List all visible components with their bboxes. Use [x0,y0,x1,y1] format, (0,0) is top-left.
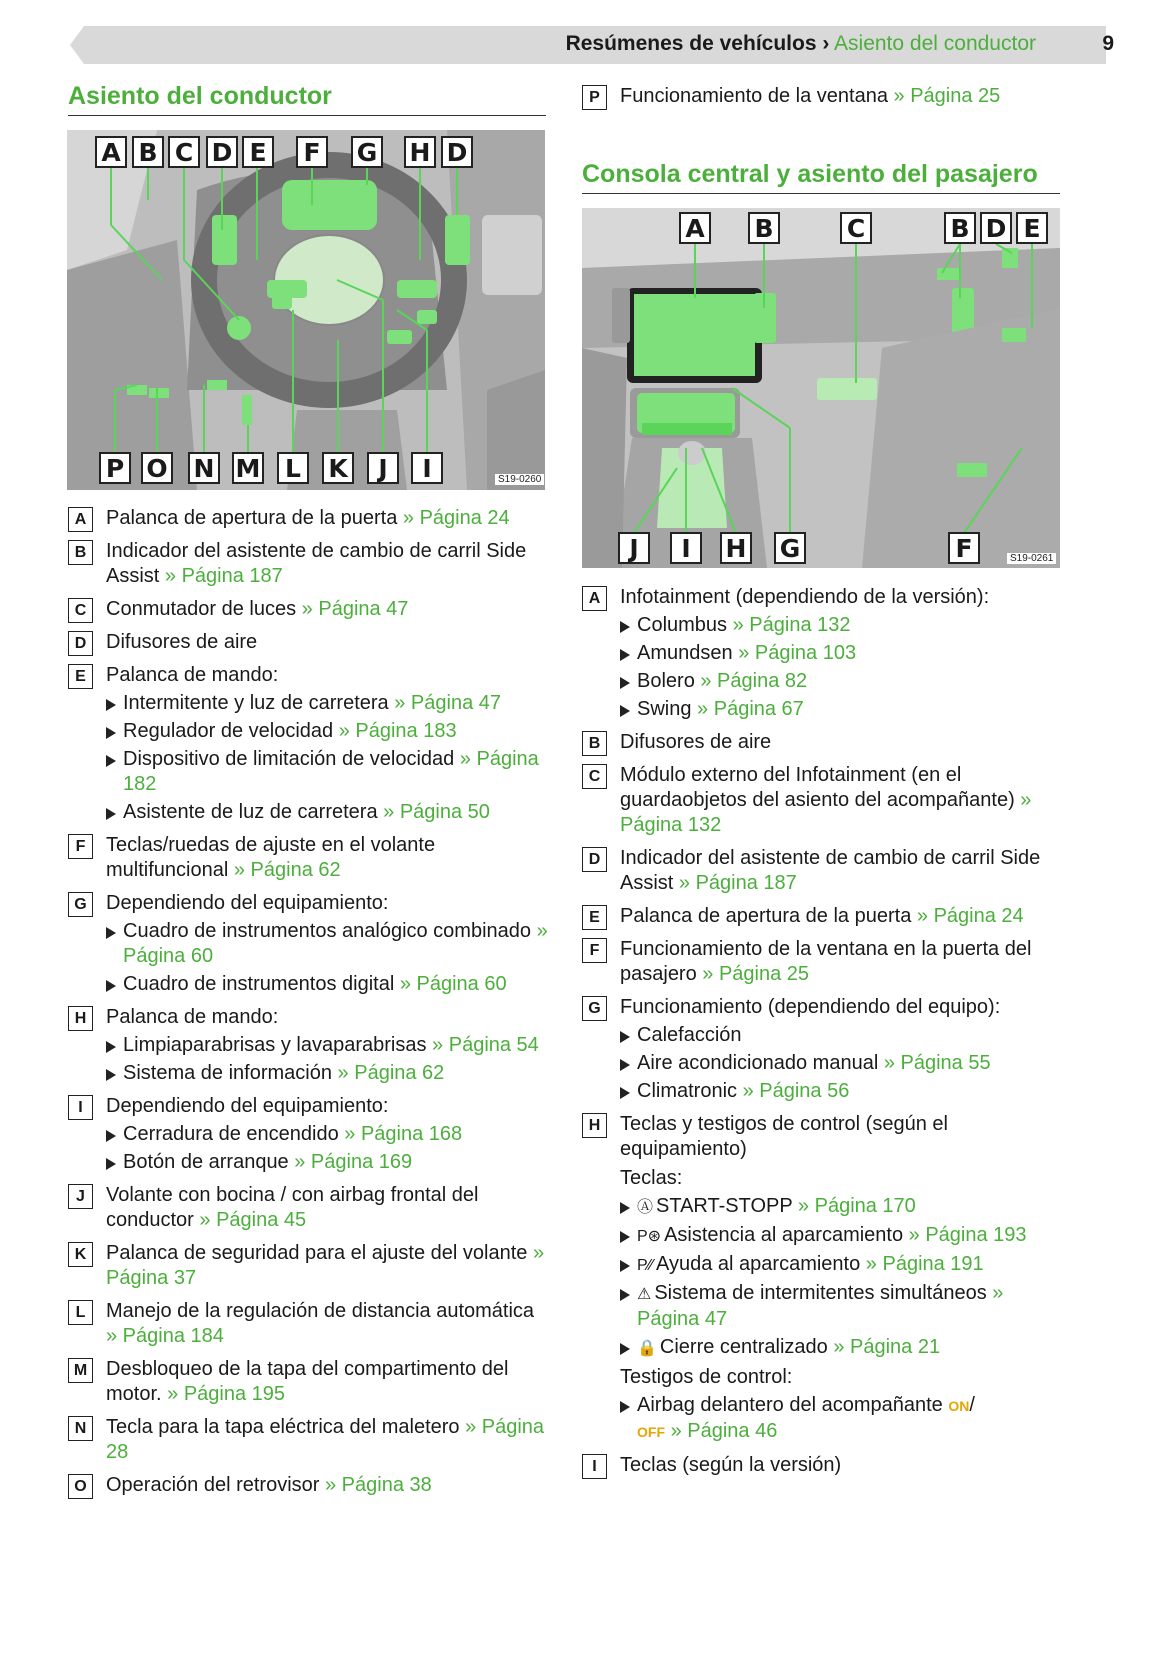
control-symbol-icon: ⚠ [637,1286,652,1303]
callout-h: H [720,532,752,564]
legend-item [582,585,1062,722]
legend-item-line [620,763,1062,838]
legend-item-line [106,1357,548,1407]
item-text: Airbag delantero del acompañante [637,1394,943,1416]
item-text: Bolero [637,670,695,692]
slash: / [969,1394,975,1416]
legend-item-line [106,1299,548,1349]
legend-item-line [106,833,548,883]
legend-subitem [620,669,1062,694]
page-reference-link[interactable]: » Página 187 [678,872,797,894]
item-text: Cuadro de instrumentos analógico combinado [123,920,532,942]
console-legend-list [582,585,1062,1486]
item-text: Swing [637,698,692,720]
legend-subitem [620,1051,1062,1076]
legend-subitem [620,1281,1062,1332]
legend-item [68,1357,548,1407]
legend-key-badge: G [582,996,607,1021]
legend-item-line [106,1005,548,1030]
legend-key-badge: C [582,764,607,789]
legend-continued [582,84,1062,117]
legend-subitem [620,697,1062,722]
control-symbol-icon: P⁄⁄ [637,1257,654,1274]
legend-key-badge: A [582,586,607,611]
legend-key-badge: E [68,664,93,689]
callout-k: K [322,452,354,484]
callout-b2: B [944,212,976,244]
page-reference-link[interactable]: » Página 46 [670,1420,778,1442]
page-reference-link[interactable]: » Página 132 [732,614,851,636]
legend-key-badge: D [68,631,93,656]
item-text: Intermitente y luz de carretera [123,692,389,714]
item-text: Sistema de intermitentes simultáneos [654,1282,987,1304]
page-reference-link[interactable]: » Página 62 [233,859,341,881]
legend-subitem [620,1023,1062,1048]
callout-d2: D [441,136,473,168]
legend-key-badge: M [68,1358,93,1383]
page-reference-link[interactable]: » Página 182 [123,748,539,795]
item-text: Ayuda al aparcamiento [656,1253,861,1275]
driver-cockpit-illustration [67,130,545,490]
page-number: 9 [1102,32,1114,55]
page-reference-link[interactable]: » Página 56 [742,1080,850,1102]
item-text: Infotainment (dependiendo de la versión): [620,586,990,608]
legend-item-line [106,506,548,531]
legend-subitem [620,613,1062,638]
callout-j: J [367,452,399,484]
legend-key-badge: F [68,834,93,859]
figure-center-console [582,208,1060,568]
legend-item [582,937,1062,987]
legend-item [582,995,1062,1104]
callout-o: O [141,452,173,484]
control-symbol-icon: Ⓐ [637,1199,654,1216]
legend-item [68,1299,548,1349]
legend-item [68,630,548,655]
item-text: Difusores de aire [106,631,258,653]
callout-d: D [980,212,1012,244]
section-title-driver: Asiento del conductor [68,82,546,116]
page-reference-link[interactable]: » Página 24 [402,507,510,529]
legend-subitem [106,1150,548,1175]
item-text: Botón de arranque [123,1151,289,1173]
legend-key-badge: I [68,1095,93,1120]
item-text: Difusores de aire [620,731,772,753]
callout-b: B [748,212,780,244]
page-reference-link[interactable]: » Página 62 [337,1062,445,1084]
callout-i: I [670,532,702,564]
legend-key-badge: I [582,1454,607,1479]
legend-key-badge: B [68,540,93,565]
legend-item-line [106,1094,548,1119]
legend-subitem [106,747,548,797]
legend-key-badge: H [68,1006,93,1031]
item-text: Dependiendo del equipamiento: [106,892,389,914]
page-reference-link[interactable]: » Página 24 [916,905,1024,927]
item-text: Teclas/ruedas de ajuste en el volante multifuncional [106,834,436,881]
legend-item-line [620,846,1062,896]
page-reference-link[interactable]: » Página 168 [344,1123,463,1145]
legend-item [582,84,1062,109]
item-text: Climatronic [637,1080,738,1102]
page-reference-link[interactable]: » Página 187 [164,565,283,587]
legend-subitem [106,919,548,969]
item-text: Limpiaparabrisas y lavaparabrisas [123,1034,427,1056]
item-text: Teclas (según la versión) [620,1454,842,1476]
legend-key-badge: D [582,847,607,872]
legend-item [68,891,548,997]
legend-subitem [106,1061,548,1086]
airbag-off-icon: OFF [637,1424,665,1440]
breadcrumb-separator: › [822,32,830,55]
callout-g: G [774,532,806,564]
airbag-on-icon: ON [948,1398,970,1414]
page-reference-link[interactable]: » Página 25 [702,963,810,985]
legend-key-badge: G [68,892,93,917]
item-text: Volante con bocina / con airbag frontal del conductor [106,1184,479,1231]
page-reference-link[interactable]: » Página 50 [383,801,490,823]
page-reference-link[interactable]: » Página 103 [738,642,857,664]
callout-e: E [1016,212,1048,244]
legend-subitem [106,972,548,997]
page-reference-link[interactable]: » Página 55 [883,1052,991,1074]
item-text: Indicador del asistente de cambio de carril Side Assist [620,847,1041,894]
page-reference-link[interactable]: » Página 47 [301,598,409,620]
page-reference-link[interactable]: » Página 21 [833,1336,941,1358]
legend-item-line [106,891,548,916]
item-text: Asistencia al aparcamiento [664,1224,904,1246]
item-text: START-STOPP [656,1195,793,1217]
item-text: Cerradura de encendido [123,1123,339,1145]
legend-subitem [620,1252,1062,1278]
legend-key-badge: F [582,938,607,963]
page-reference-link[interactable]: » Página 54 [432,1034,539,1056]
page-reference-link[interactable]: » Página 82 [700,670,808,692]
callout-g: G [351,136,383,168]
page-reference-link[interactable]: » Página 184 [106,1325,224,1347]
item-text: Operación del retrovisor [106,1474,320,1496]
legend-item [68,1473,548,1498]
legend-item [68,1241,548,1291]
page-reference-link[interactable]: » Página 60 [123,920,548,967]
legend-item-line [620,995,1062,1020]
legend-key-badge: L [68,1300,93,1325]
legend-sublabel: Testigos de control: [620,1366,793,1388]
legend-item-line [620,84,1062,109]
control-symbol-icon: 🔒 [637,1340,657,1357]
page-reference-link[interactable]: » Página 191 [865,1253,984,1275]
legend-item-line [620,730,1062,755]
legend-item [68,1094,548,1175]
legend-subitem [620,1393,1062,1445]
legend-key-badge: B [582,731,607,756]
breadcrumb-section: Resúmenes de vehículos [565,32,817,55]
page-reference-link[interactable]: » Página 67 [697,698,804,720]
legend-item [68,1005,548,1086]
callout-c: C [168,136,200,168]
legend-item-line [620,937,1062,987]
callout-i: I [411,452,443,484]
item-text: Palanca de mando: [106,664,279,686]
callout-e: E [242,136,274,168]
callout-j: J [618,532,650,564]
callout-a: A [95,136,127,168]
legend-item-line [106,597,548,622]
item-text: Tecla para la tapa eléctrica del maletero [106,1416,460,1438]
item-text: Conmutador de luces [106,598,297,620]
page-reference-link[interactable]: » Página 47 [394,692,502,714]
page-reference-link[interactable]: » Página 60 [399,973,507,995]
item-text: Amundsen [637,642,733,664]
page-reference-link[interactable]: » Página 170 [797,1195,916,1217]
callout-f: F [296,136,328,168]
legend-subitem [106,1033,548,1058]
legend-item [68,663,548,825]
item-text: Aire acondicionado manual [637,1052,879,1074]
page-header [70,26,1166,64]
callout-a: A [679,212,711,244]
callout-m: M [232,452,264,484]
legend-item-line [106,630,548,655]
page-reference-link[interactable]: » Página 38 [325,1474,432,1496]
legend-key-badge: J [68,1184,93,1209]
legend-item [68,1183,548,1233]
item-text: Cuadro de instrumentos digital [123,973,395,995]
item-text: Teclas y testigos de control (según el equipamiento) [620,1113,948,1160]
page-reference-link[interactable]: » Página 28 [106,1416,545,1463]
legend-item-line [106,663,548,688]
legend-subitem [106,800,548,825]
item-text: Palanca de apertura de la puerta [106,507,398,529]
legend-item [582,763,1062,838]
legend-item-line [106,1415,548,1465]
breadcrumb [566,32,1036,56]
item-text: Sistema de información [123,1062,332,1084]
legend-subitem [106,691,548,716]
callout-d: D [206,136,238,168]
callout-c: C [840,212,872,244]
item-text: Funcionamiento (dependiendo del equipo): [620,996,1001,1018]
item-text: Funcionamiento de la ventana [620,85,888,107]
page-reference-link[interactable]: » Página 45 [199,1209,307,1231]
legend-subitem [620,1079,1062,1104]
legend-item-line [106,539,548,589]
callout-b: B [132,136,164,168]
legend-item-line [106,1241,548,1291]
legend-key-badge: N [68,1416,93,1441]
legend-item-line [106,1473,548,1498]
item-text: Regulador de velocidad [123,720,334,742]
legend-item-line [620,1112,1062,1162]
item-text: Palanca de mando: [106,1006,279,1028]
page-reference-link[interactable]: » Página 169 [294,1151,413,1173]
legend-item [582,730,1062,755]
page-reference-link[interactable]: » Página 183 [338,720,457,742]
driver-legend-list [68,506,548,1506]
callout-p: P [99,452,131,484]
page-reference-link[interactable]: » Página 193 [908,1224,1027,1246]
item-text: Cierre centralizado [659,1336,828,1358]
legend-subitem [620,641,1062,666]
legend-item [582,846,1062,896]
legend-item [68,506,548,531]
item-text: Indicador del asistente de cambio de carril Side Assist [106,540,527,587]
legend-item-line [620,904,1062,929]
legend-item [582,904,1062,929]
legend-subitem [620,1194,1062,1220]
legend-key-badge: A [68,507,93,532]
legend-item [582,1453,1062,1478]
item-text: Palanca de seguridad para el ajuste del volante [106,1242,528,1264]
legend-subitem [106,719,548,744]
legend-key-badge: K [68,1242,93,1267]
section-title-console: Consola central y asiento del pasajero [582,160,1060,194]
legend-key-badge: H [582,1113,607,1138]
figure-code: S19-0260 [495,474,544,485]
item-text: Palanca de apertura de la puerta [620,905,912,927]
page-reference-link[interactable]: » Página 195 [167,1383,286,1405]
breadcrumb-subsection: Asiento del conductor [834,32,1036,55]
legend-subitem [106,1122,548,1147]
page-reference-link[interactable]: » Página 37 [106,1242,545,1289]
item-text: Módulo externo del Infotainment (en el guardaobjetos del asiento del acompañante) [620,764,1015,811]
item-text: Calefacción [637,1024,742,1046]
legend-item [582,1112,1062,1445]
callout-l: L [277,452,309,484]
callout-n: N [188,452,220,484]
page-reference-link[interactable]: » Página 132 [620,789,1032,836]
item-text: Manejo de la regulación de distancia automática [106,1300,535,1322]
item-text: Dispositivo de limitación de velocidad [123,748,455,770]
legend-item-line [620,585,1062,610]
item-text: Dependiendo del equipamiento: [106,1095,389,1117]
console-illustration [582,208,1060,568]
legend-subitem [620,1335,1062,1361]
figure-code: S19-0261 [1007,553,1056,564]
item-text: Columbus [637,614,728,636]
legend-key-badge: O [68,1474,93,1499]
callout-f: F [948,532,980,564]
legend-subitem [620,1223,1062,1249]
callout-h: H [404,136,436,168]
legend-item-line [620,1453,1062,1478]
legend-item [68,1415,548,1465]
item-text: Desbloqueo de la tapa del compartimento del motor. [106,1358,509,1405]
legend-item [68,539,548,589]
control-symbol-icon: P⊛ [637,1228,662,1245]
item-text: Asistente de luz de carretera [123,801,378,823]
legend-item-line [106,1183,548,1233]
legend-key-badge: C [68,598,93,623]
legend-key-badge: E [582,905,607,930]
figure-driver-seat [67,130,545,490]
item-text: Funcionamiento de la ventana en la puerta del pasajero [620,938,1032,985]
legend-key-badge: P [582,85,607,110]
legend-sublabel: Teclas: [620,1167,683,1189]
page-reference-link[interactable]: » Página 47 [637,1282,1004,1330]
legend-item [68,597,548,622]
legend-item [68,833,548,883]
page-reference-link[interactable]: » Página 25 [893,85,1001,107]
